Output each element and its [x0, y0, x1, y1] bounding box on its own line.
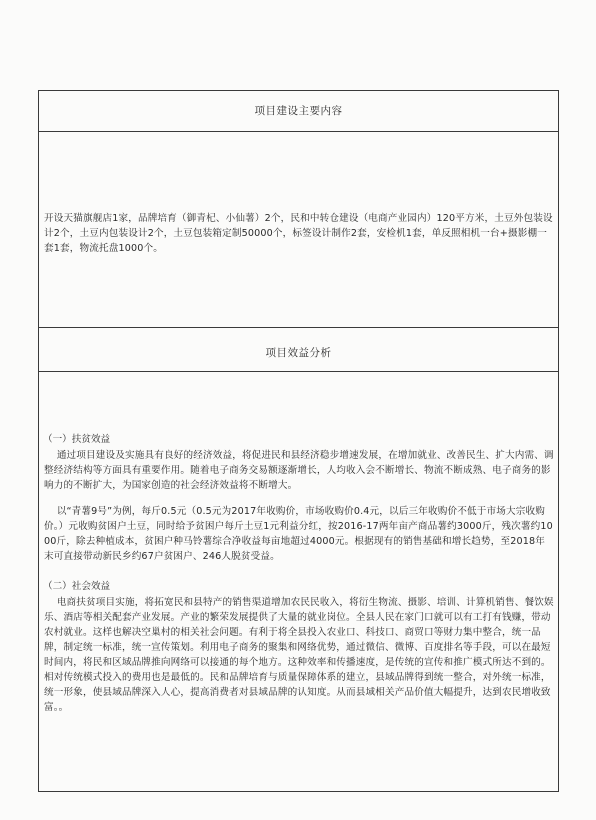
- sub1-heading: （一）扶贫效益: [43, 434, 111, 445]
- sub2-paragraph-1: 电商扶贫项目实施，将拓宽民和县特产的销售渠道增加农民民收入，将衍生物流、摄影、培训、计算机销售、餐饮娱乐、酒店等相关配套产业发展。产业的繁荣发展提供了大量的就业岗位。全县人民在家门口就可以有工打有钱赚，带动农村就业。这样也解决空巢村的相关社会问题。有利于将全县投入农业口、科技口、商贸口等财力集中整合，统一品牌，制定统一标准，统一宣传策划。利用电子商务的聚集和网络优势，通过微信、微博、百度排名等手段，可以在最短时间内，将民和区域品牌推向网络可以接通的每个地方。这种效率和传播速度，是传统的宣传和推广模式所达不到的。相对传统模式投入的费用也是最低的。民和品牌培育与质量保障体系的建立，县域品牌得到统一整合，对外统一标准，统一形象，使县域品牌深入人心，提高消费者对县域品牌的认知度。从而县域相关产品价值大幅提升，达到农民增收致富。。: [44, 597, 554, 713]
- section1-content: 开设天猫旗舰店1家，品牌培育（御青杞、小仙薯）2个，民和中转仓建设（电商产业园内）120平方米，土豆外包装设计2个，土豆内包装设计2个，土豆包装箱定制50000个，标签设计制作2套，安检机1套，单反照相机一台+摄影棚一套1套，物流托盘1000个。: [44, 213, 553, 254]
- sub1-paragraph-1: 通过项目建设及实施具有良好的经济效益，将促进民和县经济稳步增速发展，在增加就业、改善民生、扩大内需、调整经济结构等方面具有重要作用。随着电子商务交易额逐渐增长，人均收入会不断增长、物流不断成熟、电子商务的影响力的不断扩大，为国家创造的社会经济效益将不断增大。: [44, 450, 554, 491]
- document-table: [38, 90, 559, 792]
- divider: [39, 371, 558, 372]
- divider: [39, 327, 558, 328]
- sub1-paragraph-2: 以“青薯9号”为例，每斤0.5元（0.5元为2017年收购价，市场收购价0.4元，以后三年收购价不低于市场大宗收购价。）元收购贫困户土豆，同时给予贫困户每斤土豆1元利益分红，按2016-17两年亩产商品薯约3000斤，残次薯约1000斤，除去种植成本，贫困户种马铃薯综合净收益每亩地超过4000元。根据现有的销售基础和增长趋势，至2018年末可直接带动新民乡约67户贫困户、246人脱贫受益。: [44, 506, 553, 562]
- sub2-heading: （二）社会效益: [43, 581, 111, 592]
- divider: [39, 131, 558, 132]
- section2-title: 项目效益分析: [265, 347, 332, 359]
- section1-title: 项目建设主要内容: [254, 105, 343, 117]
